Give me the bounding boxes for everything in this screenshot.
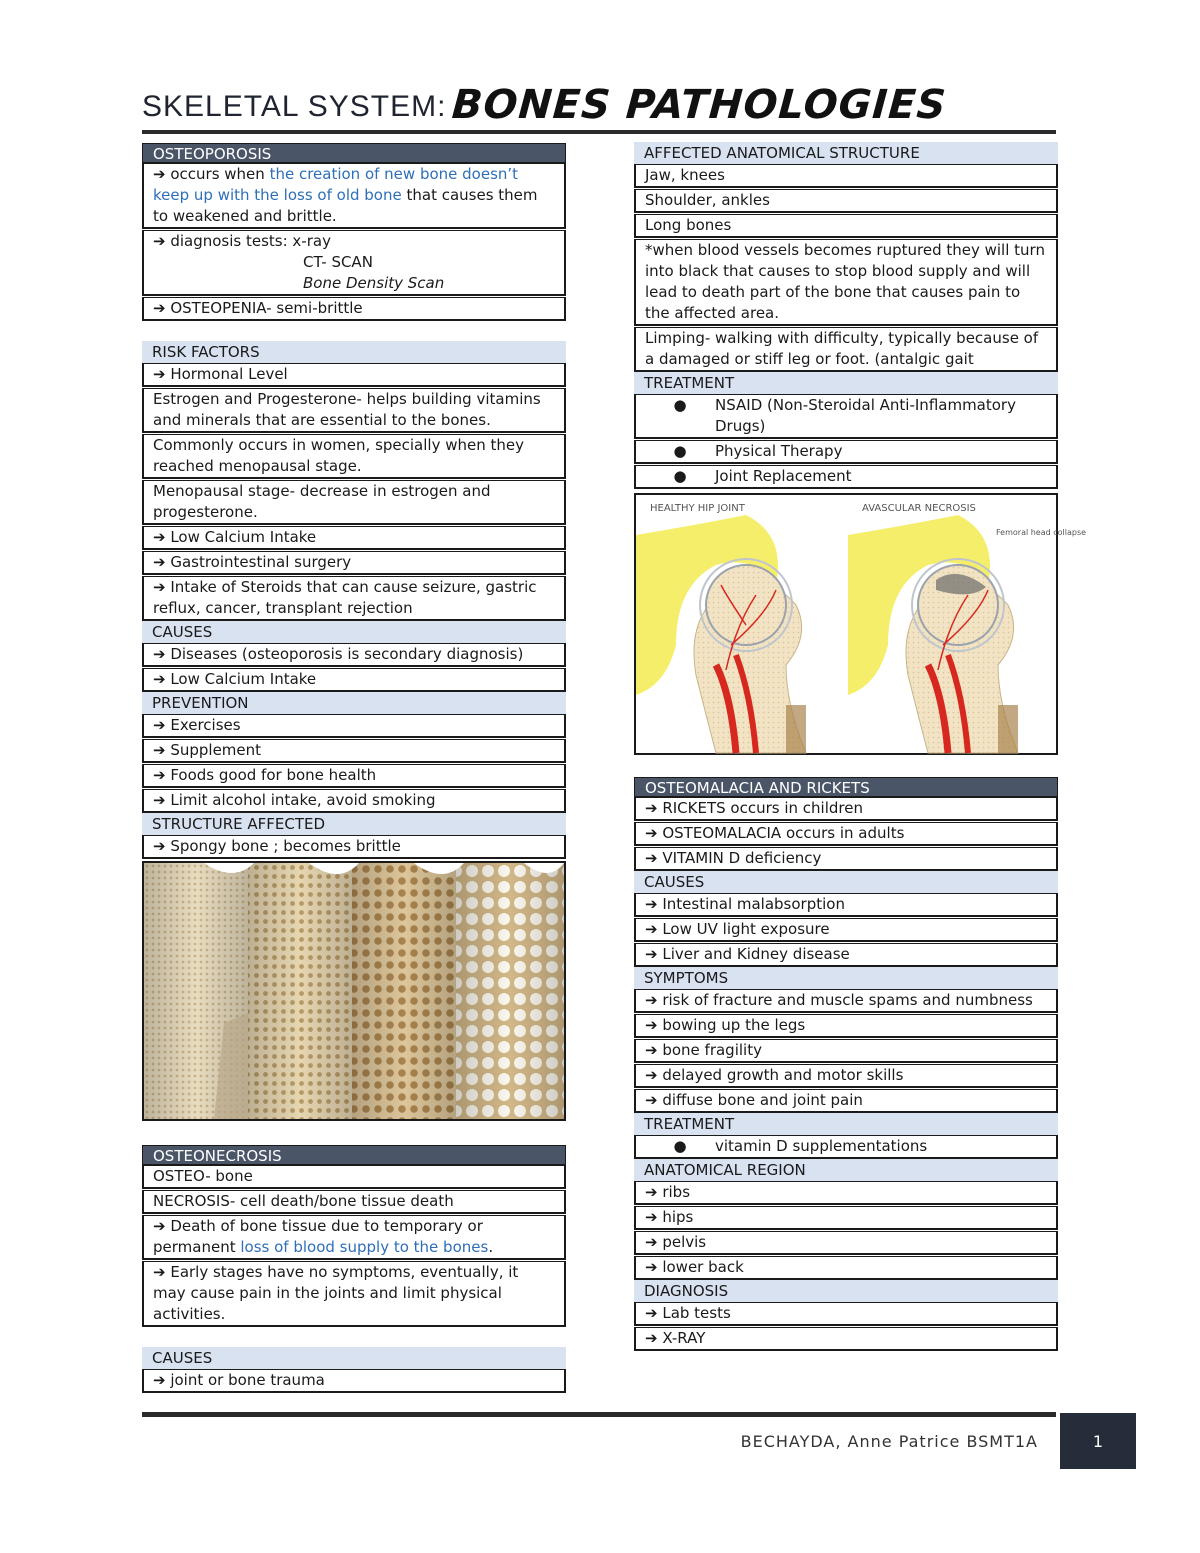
list-item: *when blood vessels becomes ruptured they will turn into black that causes to stop blood supply and will lead to death part of the bone that causes pain to the affected area.	[634, 239, 1058, 326]
risk-factors-heading: RISK FACTORS	[142, 341, 566, 363]
list-item: Limping- walking with difficulty, typically because of a damaged or stiff leg or foot. (antalgic gait	[634, 327, 1058, 372]
author-name: BECHAYDA, Anne Patrice BSMT1A	[740, 1432, 1038, 1451]
osteomalacia-heading: OSTEOMALACIA AND RICKETS	[634, 777, 1058, 797]
list-item: Estrogen and Progesterone- helps building vitamins and minerals that are essential to the bones.	[142, 388, 566, 433]
list-item: ➔ bowing up the legs	[634, 1014, 1058, 1038]
list-item: ➔ Low UV light exposure	[634, 918, 1058, 942]
list-item: NECROSIS- cell death/bone tissue death	[142, 1190, 566, 1214]
title-divider	[142, 130, 1056, 134]
list-item: ➔ lower back	[634, 1256, 1058, 1280]
list-item: ➔ RICKETS occurs in children	[634, 797, 1058, 821]
page-number: 1	[1060, 1413, 1136, 1469]
osteomalacia-causes-heading: CAUSES	[634, 871, 1058, 893]
osteopenia-note: ➔ OSTEOPENIA- semi-brittle	[142, 297, 566, 321]
list-item: ➔ risk of fracture and muscle spams and numbness	[634, 989, 1058, 1013]
list-item: ➔ VITAMIN D deficiency	[634, 847, 1058, 871]
title-main: BONES PATHOLOGIES	[450, 82, 949, 128]
list-item: ● Physical Therapy	[634, 440, 1058, 464]
list-item: ➔ Low Calcium Intake	[142, 526, 566, 550]
arrow-icon: ➔	[153, 165, 171, 183]
prevention-heading: PREVENTION	[142, 692, 566, 714]
right-column	[634, 142, 1087, 1351]
bullet-icon: ●	[673, 396, 687, 414]
list-item: ➔ hips	[634, 1206, 1058, 1230]
list-item: ➔ Foods good for bone health	[142, 764, 566, 788]
symptoms-heading: SYMPTOMS	[634, 967, 1058, 989]
avascular-label: AVASCULAR NECROSIS	[862, 503, 976, 514]
affected-structure-heading: AFFECTED ANATOMICAL STRUCTURE	[634, 142, 1058, 164]
list-item: ➔ Supplement	[142, 739, 566, 763]
list-item: ➔ Spongy bone ; becomes brittle	[142, 835, 566, 859]
list-item: ➔ X-RAY	[634, 1327, 1058, 1351]
list-item: ➔ pelvis	[634, 1231, 1058, 1255]
osteonecrosis-heading: OSTEONECROSIS	[142, 1145, 566, 1165]
title-prefix: SKELETAL SYSTEM:	[142, 90, 447, 123]
list-item: ➔ joint or bone trauma	[142, 1369, 566, 1393]
bullet-icon: ●	[673, 442, 687, 460]
list-item: ➔ Death of bone tissue due to temporary or permanent loss of blood supply to the bones.	[142, 1215, 566, 1260]
list-item: ➔ Limit alcohol intake, avoid smoking	[142, 789, 566, 813]
list-item: ➔ Exercises	[142, 714, 566, 738]
bone-density-illustration	[144, 863, 564, 1119]
list-item: ➔ Lab tests	[634, 1302, 1058, 1326]
list-item: ➔ Liver and Kidney disease	[634, 943, 1058, 967]
list-item: OSTEO- bone	[142, 1165, 566, 1189]
list-item: ➔ delayed growth and motor skills	[634, 1064, 1058, 1088]
list-item: ● NSAID (Non-Steroidal Anti-Inflammatory Drugs)	[634, 394, 1058, 439]
list-item: Shoulder, ankles	[634, 189, 1058, 213]
list-item: ● Joint Replacement	[634, 465, 1058, 489]
list-item: ➔ Early stages have no symptoms, eventually, it may cause pain in the joints and limit physical activities.	[142, 1261, 566, 1327]
osteoporosis-heading: OSTEOPOROSIS	[142, 143, 566, 163]
diagnosis-tests: ➔ diagnosis tests: x-ray CT- SCAN Bone Density Scan	[142, 230, 566, 296]
list-item: Long bones	[634, 214, 1058, 238]
highlight-text: loss of blood supply to the bones	[240, 1238, 489, 1256]
bullet-icon: ●	[673, 467, 687, 485]
list-item: ➔ Gastrointestinal surgery	[142, 551, 566, 575]
footer-divider	[142, 1412, 1056, 1417]
list-item: ➔ Diseases (osteoporosis is secondary diagnosis)	[142, 643, 566, 667]
osteoporosis-definition: ➔ occurs when the creation of new bone doesn’t keep up with the loss of old bone that causes them to weakened and brittle.	[142, 163, 566, 229]
list-item: ➔ bone fragility	[634, 1039, 1058, 1063]
left-column	[142, 143, 566, 1393]
healthy-hip-label: HEALTHY HIP JOINT	[650, 503, 745, 514]
list-item: ➔ Intestinal malabsorption	[634, 893, 1058, 917]
hip-joint-image	[634, 493, 1087, 755]
diagnosis-heading: DIAGNOSIS	[634, 1280, 1058, 1302]
list-item: ➔ Hormonal Level	[142, 363, 566, 387]
list-item: ➔ ribs	[634, 1181, 1058, 1205]
page-title	[142, 80, 947, 128]
bullet-icon: ●	[673, 1137, 687, 1155]
list-item: Commonly occurs in women, specially when they reached menopausal stage.	[142, 434, 566, 479]
collapse-label: Femoral head collapse	[996, 528, 1087, 537]
treatment-heading: TREATMENT	[634, 372, 1058, 394]
list-item: ➔ diffuse bone and joint pain	[634, 1089, 1058, 1113]
hip-joint-illustration	[636, 495, 1087, 753]
highlight-text: the creation of new bone doesn’t keep up with the loss of old bone	[153, 165, 519, 204]
list-item: ➔ OSTEOMALACIA occurs in adults	[634, 822, 1058, 846]
spongy-bone-image	[142, 861, 566, 1121]
osteomalacia-treatment-heading: TREATMENT	[634, 1113, 1058, 1135]
list-item: Menopausal stage- decrease in estrogen and progesterone.	[142, 480, 566, 525]
osteonecrosis-causes-heading: CAUSES	[142, 1347, 566, 1369]
list-item: ● vitamin D supplementations	[634, 1135, 1058, 1159]
structure-affected-heading: STRUCTURE AFFECTED	[142, 813, 566, 835]
causes-heading: CAUSES	[142, 621, 566, 643]
list-item: ➔ Intake of Steroids that can cause seizure, gastric reflux, cancer, transplant rejection	[142, 576, 566, 621]
anatomical-region-heading: ANATOMICAL REGION	[634, 1159, 1058, 1181]
list-item: Jaw, knees	[634, 164, 1058, 188]
list-item: ➔ Low Calcium Intake	[142, 668, 566, 692]
